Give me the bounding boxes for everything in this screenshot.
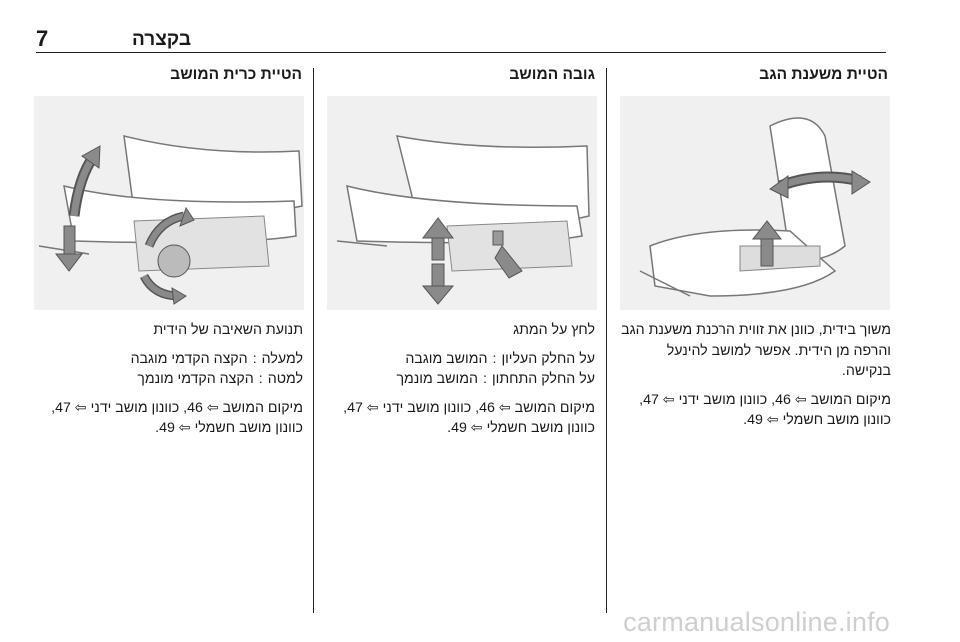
definition-row: למעלה : הקצה הקדמי מוגבה [28, 349, 303, 370]
row-key: על החלק העליון [501, 350, 595, 367]
cross-reference: מיקום המושב ⇦ 46, כוונון מושב ידני ⇦ 47, כוונון מושב חשמלי ⇦ 49. [343, 399, 595, 436]
cushion-tilt-illustration [34, 96, 304, 310]
column-backrest [618, 66, 888, 90]
section-title: בקצרה [132, 29, 191, 50]
row-value: המושב מונמך [396, 371, 478, 387]
column-title: גובה המושב [509, 66, 595, 83]
definition-row: על החלק התחתון : המושב מונמך [320, 369, 595, 390]
column-divider [313, 68, 314, 613]
column-cushion-tilt [32, 66, 302, 90]
definition-row: למטה : הקצה הקדמי מונמך [28, 369, 303, 390]
column-divider [606, 68, 607, 613]
seat-height-illustration [327, 96, 597, 310]
page-header [36, 26, 886, 53]
paragraph: תנועת השאיבה של הידית [153, 322, 303, 338]
paragraph: לחץ על המתג [513, 322, 595, 338]
cross-reference: מיקום המושב ⇦ 46, כוונון מושב ידני ⇦ 47, כוונון מושב חשמלי ⇦ 49. [51, 399, 303, 436]
cross-reference: מיקום המושב ⇦ 46, כוונון מושב ידני ⇦ 47, כוונון מושב חשמלי ⇦ 49. [639, 391, 891, 428]
column-title: הטיית משענת הגב [759, 66, 888, 83]
page-number: 7 [36, 26, 49, 51]
backrest-illustration [620, 96, 890, 310]
paragraph: משוך בידית, כוונן את זווית הרכנת משענת הגב והרפה מן הידית. אפשר למושב להינעל בנקישה. [621, 322, 891, 379]
seat-height-text [320, 320, 595, 447]
watermark: carmanualsonline.info [623, 607, 890, 637]
backrest-text [616, 320, 891, 439]
row-key: על החלק התחתון [491, 371, 595, 387]
row-value: הקצה הקדמי מוגבה [130, 350, 248, 367]
row-value: המושב מוגבה [405, 350, 488, 367]
column-title: הטיית כרית המושב [170, 66, 302, 83]
row-value: הקצה הקדמי מונמך [137, 371, 254, 387]
definition-row: על החלק העליון : המושב מוגבה [320, 349, 595, 370]
row-key: למעלה [261, 350, 303, 367]
cushion-tilt-text [28, 320, 303, 447]
column-seat-height [325, 66, 595, 90]
row-key: למטה [267, 371, 303, 387]
